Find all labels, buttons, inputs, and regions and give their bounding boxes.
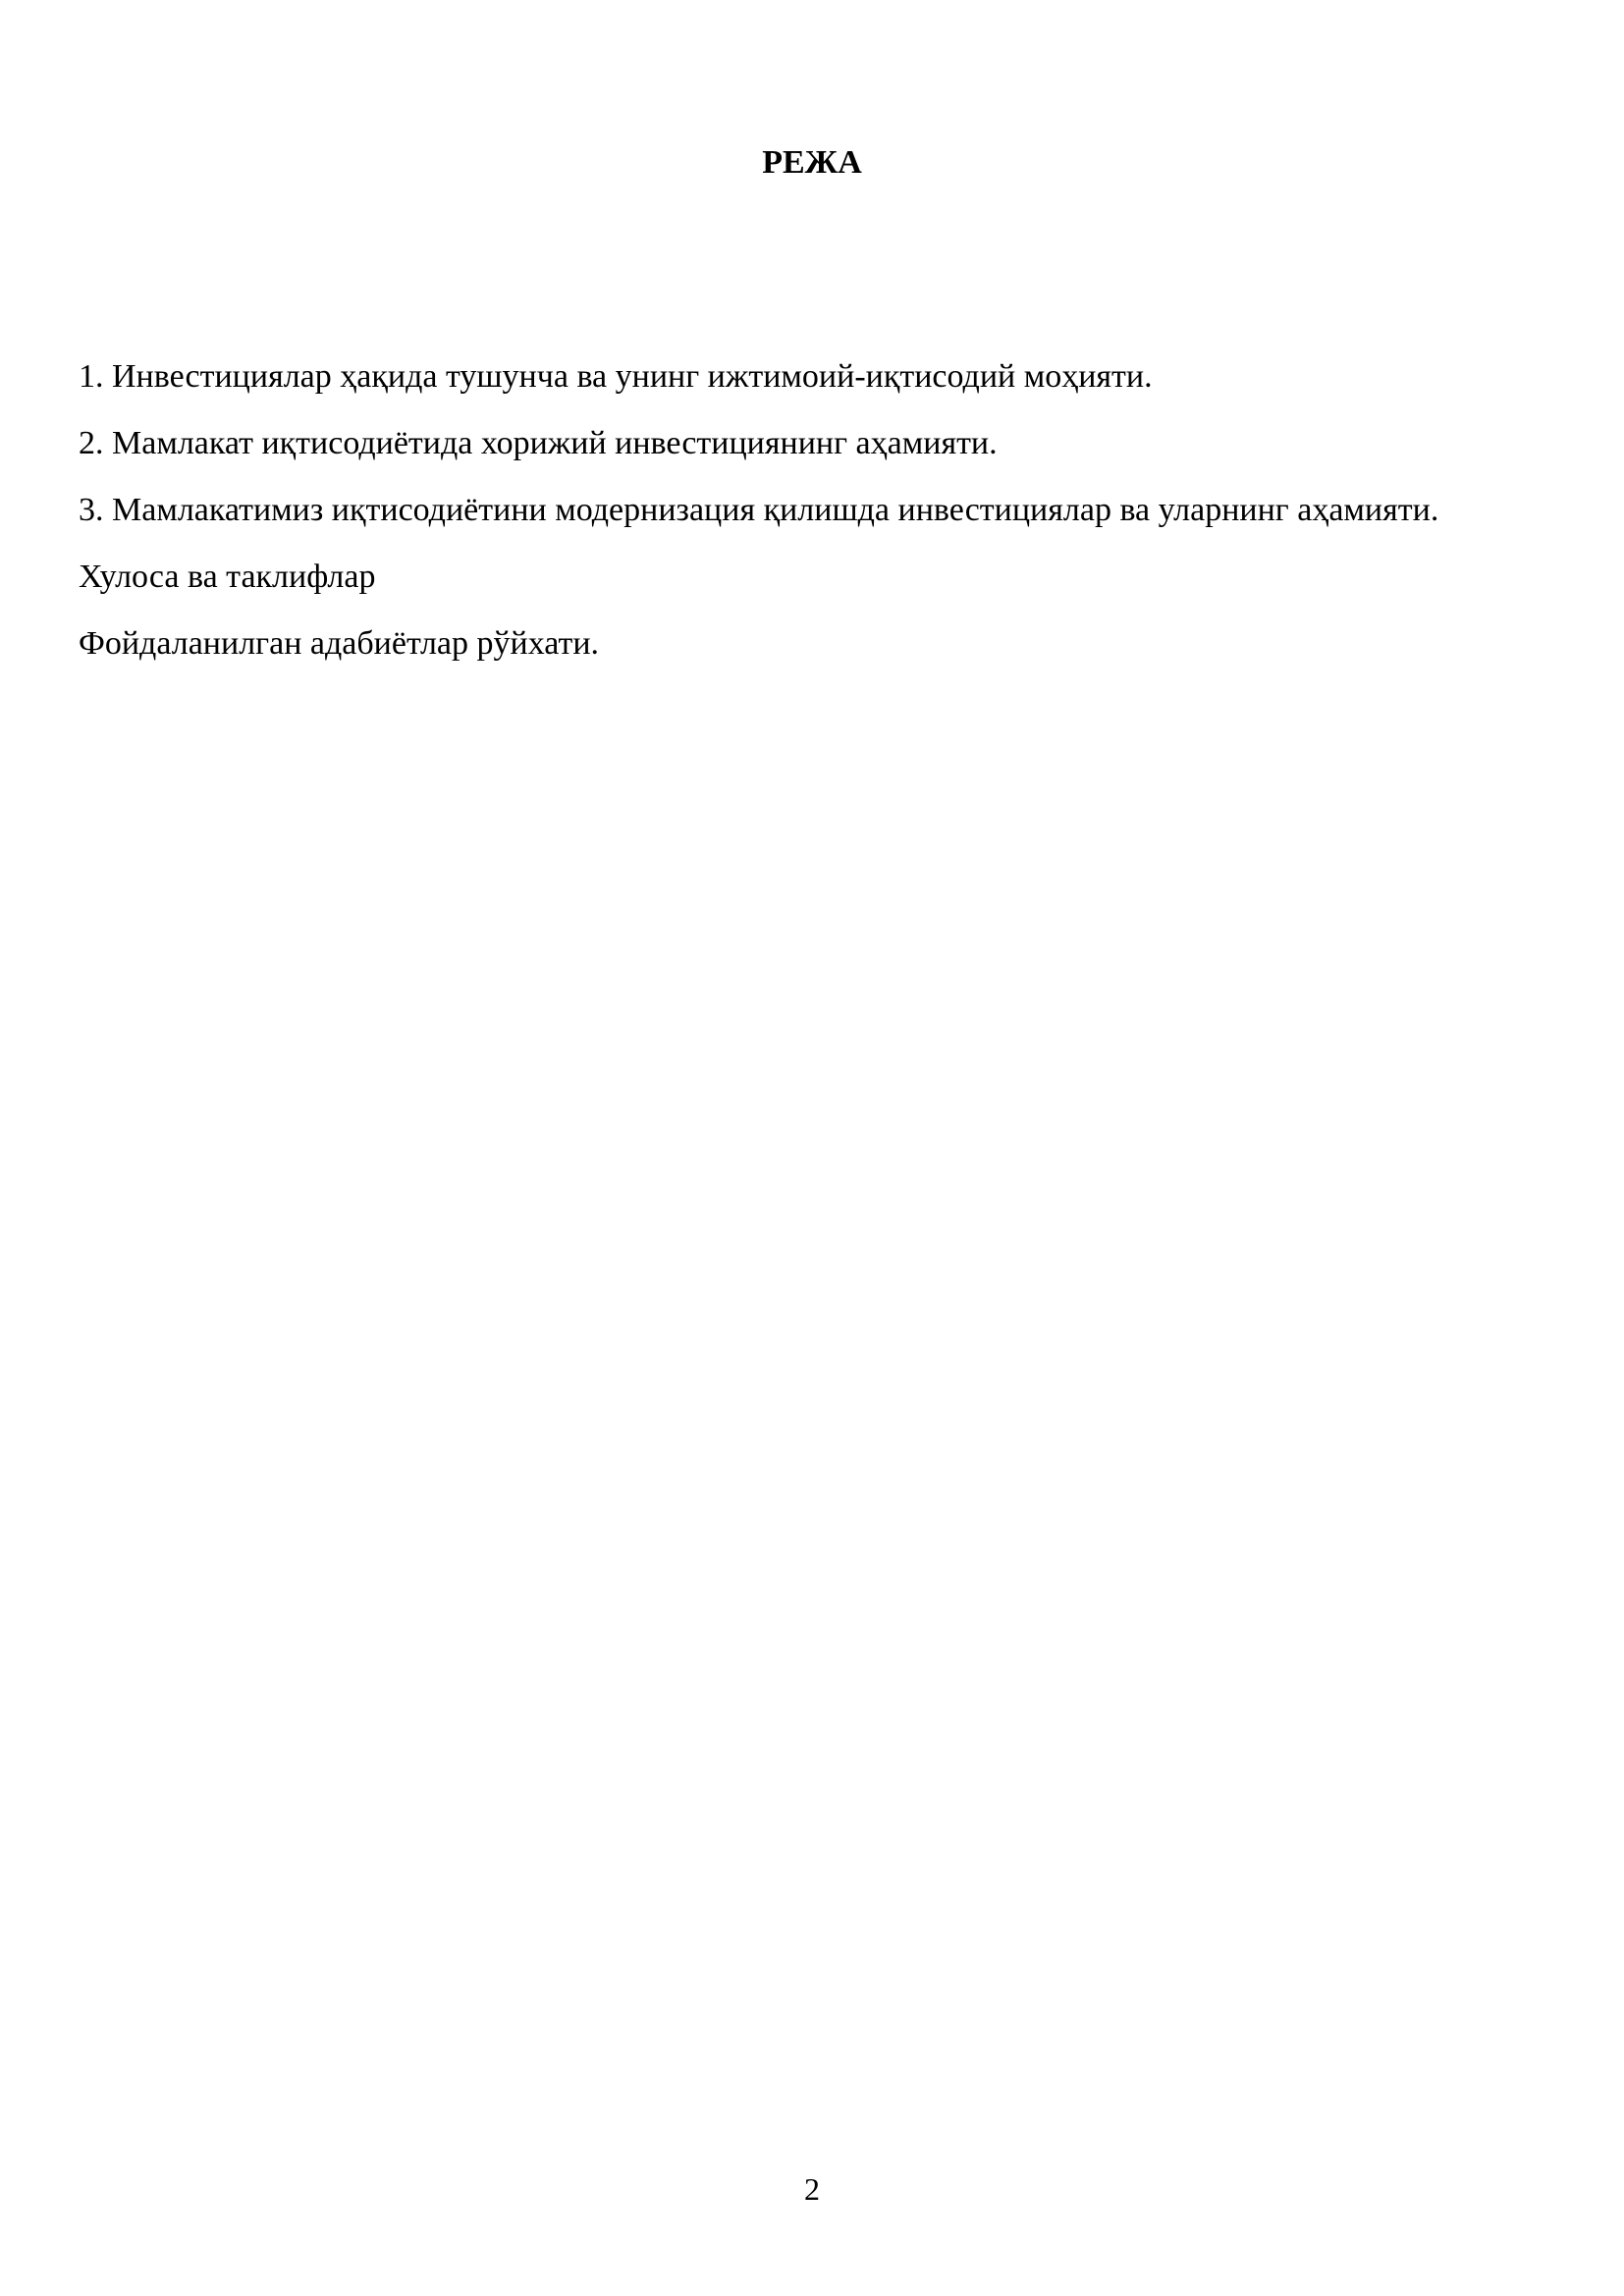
plan-item-conclusion: Хулоса ва таклифлар xyxy=(79,559,376,595)
page-number: 2 xyxy=(804,2171,820,2207)
plan-item-1: 1. Инвестициялар ҳақида тушунча ва унинг ижтимоий-иқтисодий моҳияти. xyxy=(79,358,1153,395)
page-title: РЕЖА xyxy=(762,144,862,181)
plan-item-3: 3. Мамлакатимиз иқтисодиётини модернизация қилишда инвестициялар ва уларнинг аҳамияти. xyxy=(79,492,1439,528)
plan-item-2: 2. Мамлакат иқтисодиётида хорижий инвестициянинг аҳамияти. xyxy=(79,425,998,461)
plan-item-references: Фойдаланилган адабиётлар рўйхати. xyxy=(79,625,600,662)
plan-list xyxy=(79,344,1545,677)
